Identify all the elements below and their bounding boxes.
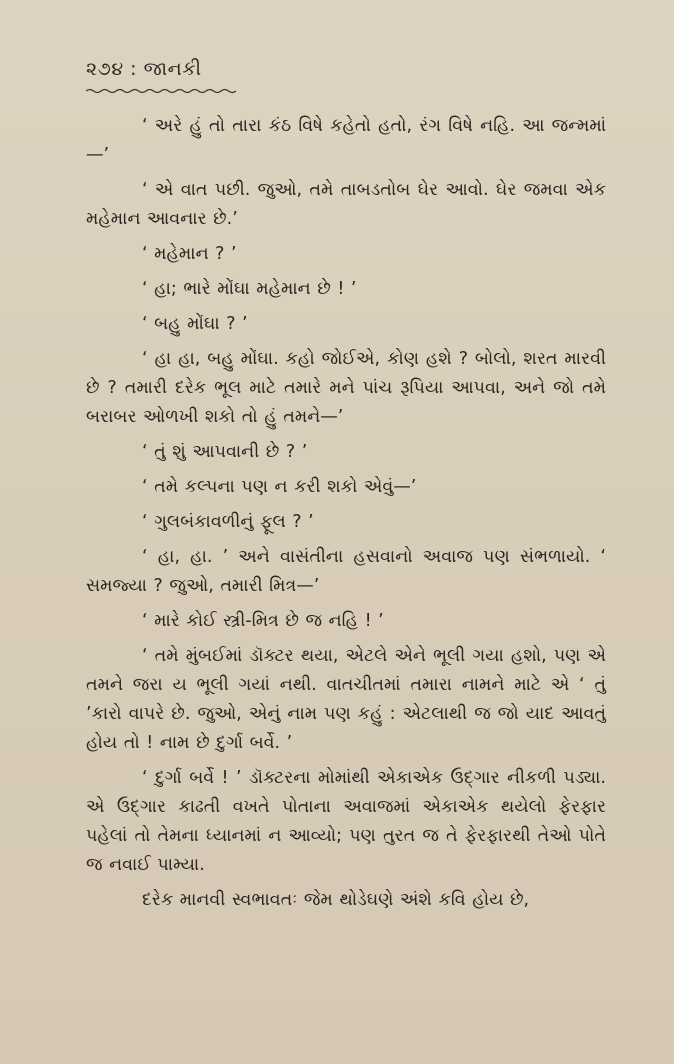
paragraph: ‘ અરે હું તો તારા કંઠ વિષે કહેતો હતો, રંગ વિષે નહિ. આ જન્મમાં—’: [86, 116, 606, 165]
paragraph: ‘ મારે કોઈ સ્ત્રી-મિત્ર છે જ નહિ ! ’: [142, 611, 384, 631]
paragraph: ‘ એ વાત પછી. જુઓ, તમે તાબડતોબ ઘેર આવો. ઘેર જમવા એક મહેમાન આવનાર છે.’: [86, 180, 606, 229]
paragraph: ‘ તમે કલ્પના પણ ન કરી શકો એવું—’: [142, 477, 417, 497]
body-text: [86, 112, 606, 921]
paragraph: ‘ હા હા, બહુ મોંઘા. કહો જોઈએ, કોણ હશે ? બોલો, શરત મારવી છે ? તમારી દરેક ભૂલ માટે તમારે મને પાંચ રૂપિયા આપવા, અને જો તમે બરાબર ઓળખી શકો તો હું તમને—’: [86, 349, 606, 427]
paragraph: દરેક માનવી સ્વભાવતઃ જેમ થોડેઘણે અંશે કવિ હોય છે,: [142, 890, 530, 910]
paragraph: ‘ ગુલબંકાવળીનું ફૂલ ? ’: [142, 512, 314, 532]
paragraph: ‘ બહુ મોંઘા ? ’: [142, 314, 248, 334]
paragraph: ‘ તું શું આપવાની છે ? ’: [142, 442, 308, 462]
paragraph: ‘ હા, હા. ’ અને વાસંતીના હસવાનો અવાજ પણ સંભળાયો. ‘ સમજ્યા ? જુઓ, તમારી મિત્ર—’: [86, 547, 606, 596]
paragraph: ‘ દુર્ગા બર્વે ! ’ ડૉક્ટરના મોમાંથી એકાએક ઉદ્ગાર નીકળી પડ્યા. એ ઉદ્ગાર કાઢતી વખતે પોતાના અવાજમાં એકાએક થયેલો ફેરફાર પહેલાં તો તેમના ધ્યાનમાં ન આવ્યો; પણ તુરત જ તે ફેરફારથી તેઓ પોતે જ નવાઈ પામ્યા.: [86, 768, 606, 875]
paragraph: ‘ હા; ભારે મોંઘા મહેમાન છે ! ’: [142, 279, 357, 299]
paragraph: ‘ મહેમાન ? ’: [142, 244, 237, 264]
paragraph: ‘ તમે મુંબઈમાં ડૉક્ટર થયા, એટલે એને ભૂલી ગયા હશો, પણ એ તમને જરા ય ભૂલી ગયાં નથી. વાતચીતમાં તમારા નામને માટે એ ‘ તું ’કારો વાપરે છે. જુઓ, એનું નામ પણ કહું : એટલાથી જ જો યાદ આવતું હોય તો ! નામ છે દુર્ગા બર્વે. ’: [86, 646, 606, 753]
running-head: ૨૭૪ : જાનકી: [86, 58, 202, 80]
header-underline: [86, 88, 236, 94]
